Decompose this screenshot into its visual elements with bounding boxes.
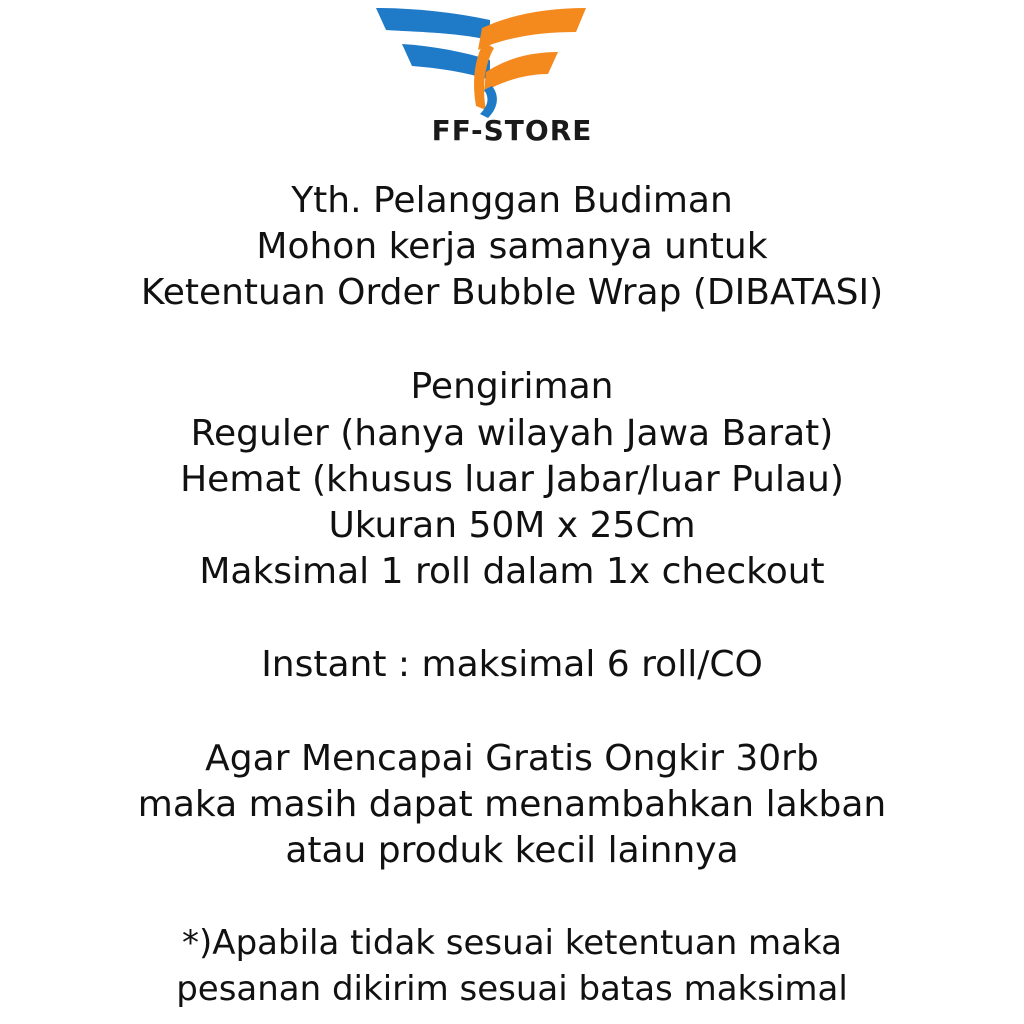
shipping-hemat-text: Hemat (khusus luar Jabar/luar Pulau) xyxy=(180,459,844,500)
ff-store-logo-icon xyxy=(372,2,592,124)
greeting-text: Yth. Pelanggan Budiman xyxy=(291,180,733,221)
ongkir-text-line2: maka masih dapat menambahkan lakban xyxy=(137,784,887,825)
ongkir-text-line3: atau produk kecil lainnya xyxy=(285,830,739,871)
brand-name: FF-STORE xyxy=(431,114,593,147)
ongkir-text-line1: Agar Mencapai Gratis Ongkir 30rb xyxy=(205,738,819,779)
shipping-heading: Pengiriman xyxy=(410,366,614,407)
shipping-regular-text: Reguler (hanya wilayah Jawa Barat) xyxy=(190,413,834,454)
instant-text: Instant : maksimal 6 roll/CO xyxy=(261,644,763,685)
footnote-line2: pesanan dikirim sesuai batas maksimal xyxy=(176,969,848,1009)
intro-text: Mohon kerja samanya untuk xyxy=(256,226,768,267)
size-text: Ukuran 50M x 25Cm xyxy=(328,505,696,546)
max-checkout-text: Maksimal 1 roll dalam 1x checkout xyxy=(199,551,825,592)
notice-title: Ketentuan Order Bubble Wrap (DIBATASI) xyxy=(140,272,884,313)
footnote-line1: *)Apabila tidak sesuai ketentuan maka xyxy=(182,923,842,963)
